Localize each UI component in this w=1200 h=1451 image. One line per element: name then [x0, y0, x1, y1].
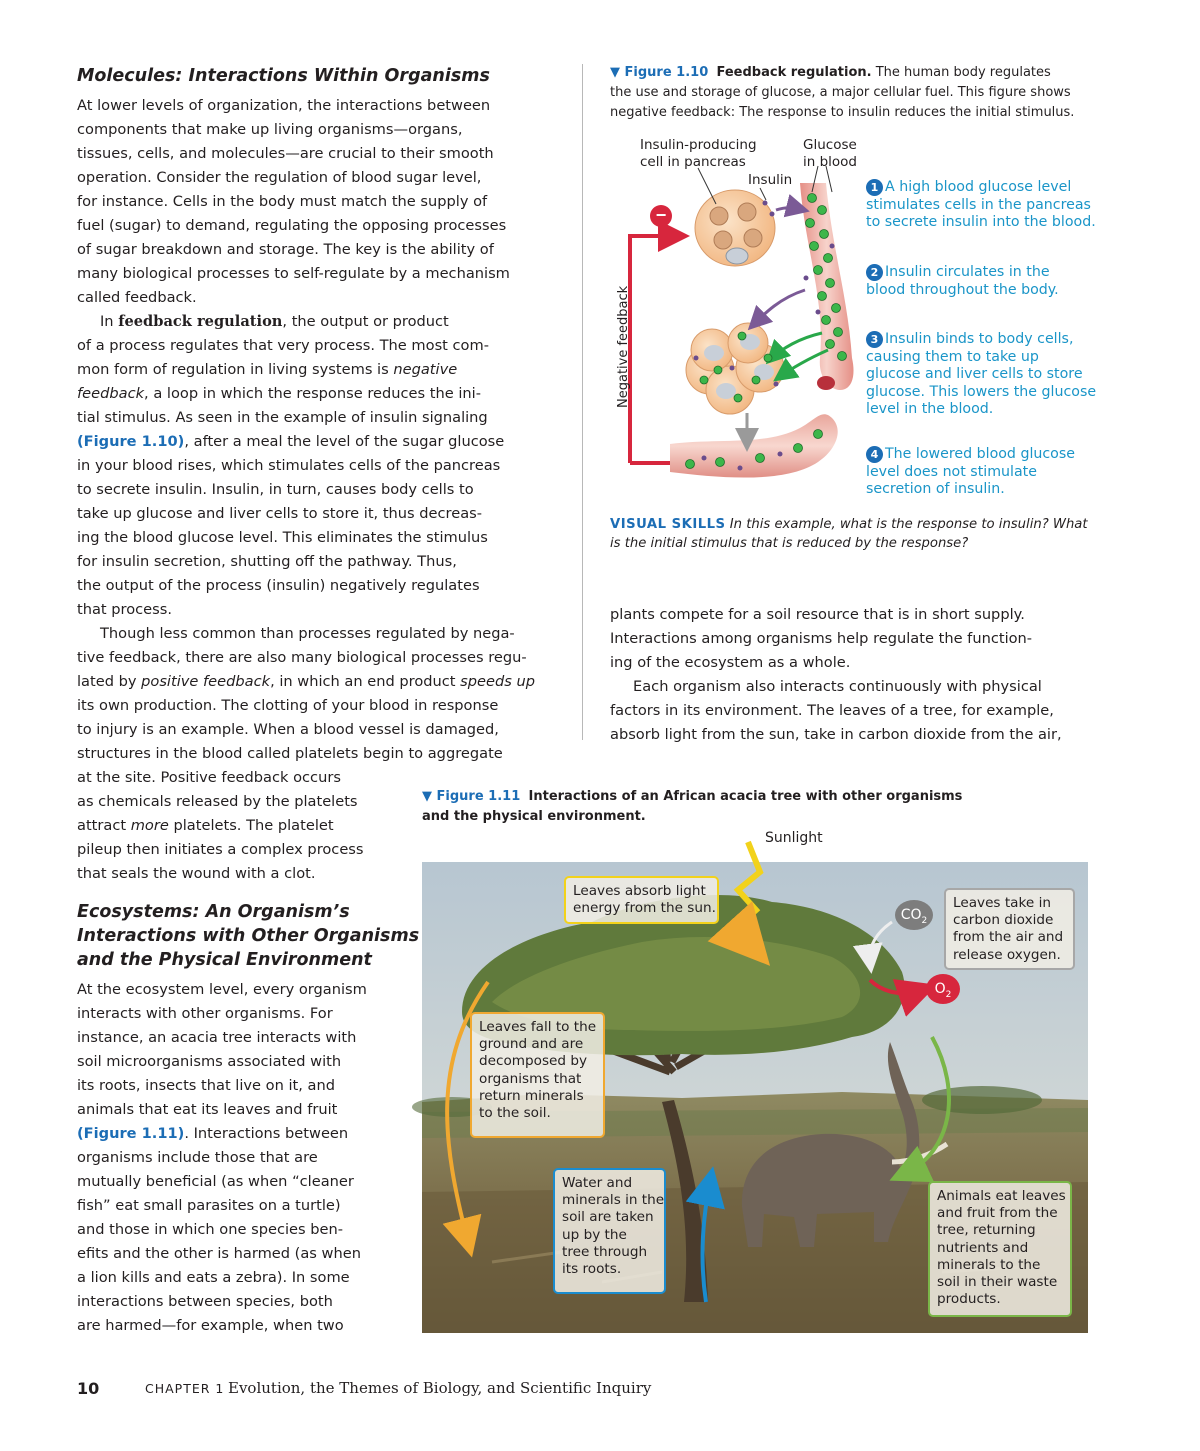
label-insulin: Insulin [748, 172, 793, 188]
text-line: are harmed—for example, when two [77, 1317, 344, 1334]
text-line: tial stimulus. As seen in the example of insulin signaling [77, 409, 488, 426]
text-line: operation. Consider the regulation of blood sugar level, [77, 169, 482, 186]
text-line: (Figure 1.10), after a meal the level of the sugar glucose [77, 433, 505, 450]
insulin-secretion-arrow [776, 208, 804, 210]
text-line: mutually beneficial (as when “cleaner [77, 1173, 354, 1190]
text-line: components that make up living organisms—organs, [77, 121, 463, 138]
text-line: a lion kills and eats a zebra). In some [77, 1269, 350, 1286]
acacia-photo [422, 830, 1088, 1333]
text-line: attract more platelets. The platelet [77, 817, 334, 834]
text-line: to injury is an example. When a blood vessel is damaged, [77, 721, 499, 738]
text-line: in your blood rises, which stimulates cells of the pancreas [77, 457, 501, 474]
visual-skills-question: VISUAL SKILLS In this example, what is the response to insulin? What is the initial stimulus that is reduced by the response? [610, 517, 1088, 551]
text-line: for instance. Cells in the body must match the supply of [77, 193, 488, 210]
text-line: of sugar breakdown and storage. The key is the ability of [77, 241, 494, 258]
text-line: ing of the ecosystem as a whole. [610, 654, 851, 671]
negative-feedback-label: Negative feedback [616, 285, 631, 408]
text-line: tissues, cells, and molecules—are crucial to their smooth [77, 145, 494, 162]
visual-skills-label: VISUAL SKILLS [610, 517, 726, 532]
callout-leaf-decomposition: Leaves fall to the ground and are decomposed by organisms that return minerals to the soil. [470, 1012, 605, 1138]
page-number: 10 [77, 1379, 100, 1398]
callout-gas-exchange: Leaves take in carbon dioxide from the air and release oxygen. [944, 888, 1075, 970]
text-line: ing the blood glucose level. This eliminates the stimulus [77, 529, 488, 546]
label-glucose-in-blood: Glucose in blood [803, 137, 858, 170]
text-line: many biological processes to self-regulate by a mechanism [77, 265, 510, 282]
column-divider [582, 64, 583, 740]
figure-label: ▼ Figure 1.10 [610, 65, 709, 80]
figure-reference-link[interactable]: (Figure 1.10) [77, 433, 185, 450]
callout-animals-nutrients: Animals eat leaves and fruit from the tree, returning nutrients and minerals to the soil in their waste products. [928, 1181, 1072, 1317]
callout-light-absorption: Leaves absorb light energy from the sun. [564, 876, 719, 924]
text-line: instance, an acacia tree interacts with [77, 1029, 357, 1046]
step-number: 3 [866, 331, 883, 348]
text-line: plants compete for a soil resource that is in short supply. [610, 606, 1025, 623]
step-number: 4 [866, 446, 883, 463]
text-line: tive feedback, there are also many biological processes regu- [77, 649, 527, 666]
o2-badge: $O_2$ [926, 974, 960, 1004]
text-line: soil microorganisms associated with [77, 1053, 342, 1070]
label-pointer [760, 188, 766, 200]
key-term: feedback regulation [118, 313, 283, 330]
text-line: the output of the process (insulin) negatively regulates [77, 577, 480, 594]
step-1-text: 1 A high blood glucose level stimulates cells in the pancreas to secrete insulin into the blood. [866, 179, 1096, 230]
section-heading-molecules: Molecules: Interactions Within Organisms [77, 66, 490, 86]
text-line: as chemicals released by the platelets [77, 793, 358, 810]
text-line: its roots, insects that live on it, and [77, 1077, 335, 1094]
text-line: and those in which one species ben- [77, 1221, 344, 1238]
text-line: At the ecosystem level, every organism [77, 981, 367, 998]
text-line: animals that eat its leaves and fruit [77, 1101, 338, 1118]
text-line: mon form of regulation in living systems is negative [77, 361, 458, 378]
step-number: 2 [866, 264, 883, 281]
left-column-text [77, 94, 557, 886]
text-line: Each organism also interacts continuously with physical [633, 678, 1042, 695]
step-3-text: 3 Insulin binds to body cells, causing them to take up glucose and liver cells to store glucose. This lowers the glucose level in the blood. [866, 331, 1097, 417]
text-line: lated by positive feedback, in which an end product speeds up [77, 673, 536, 690]
text-line: interactions between species, both [77, 1293, 333, 1310]
text-line: feedback, a loop in which the response reduces the ini- [77, 385, 481, 402]
figure-1-11-caption: ▼ Figure 1.11 Interactions of an African acacia tree with other organisms and the physical environment. [422, 789, 963, 824]
text-line: Interactions among organisms help regulate the function- [610, 630, 1033, 647]
chapter-title: Evolution, the Themes of Biology, and Scientific Inquiry [228, 1379, 652, 1397]
step-number: 1 [866, 179, 883, 196]
text-line: (Figure 1.11). Interactions between [77, 1125, 349, 1142]
text-line: called feedback. [77, 289, 197, 306]
text-line: structures in the blood called platelets begin to aggregate [77, 745, 503, 762]
blood-vessel-horizontal [670, 414, 838, 477]
negative-feedback-arrow [630, 236, 682, 463]
step-2-text: 2 Insulin circulates in the blood throughout the body. [866, 264, 1059, 298]
sunlight-label: Sunlight [765, 830, 823, 846]
left-column-text-ecosystems [77, 978, 407, 1338]
figure-reference-link[interactable]: (Figure 1.11) [77, 1125, 185, 1142]
figure-label: ▼ Figure 1.11 [422, 789, 521, 804]
text-line: In feedback regulation, the output or product [100, 313, 449, 330]
text-line: fish” eat small parasites on a turtle) [77, 1197, 341, 1214]
insulin-to-cells-arrow [752, 290, 805, 326]
section-heading-ecosystems: Ecosystems: An Organism’s Interactions with Other Organisms and the Physical Environment [77, 902, 420, 970]
text-line: take up glucose and liver cells to store it, thus decreas- [77, 505, 483, 522]
label-pancreas-cell: Insulin-producing cell in pancreas [640, 137, 757, 170]
text-line: interacts with other organisms. For [77, 1005, 333, 1022]
text-line: Though less common than processes regulated by nega- [100, 625, 515, 642]
text-line: factors in its environment. The leaves of a tree, for example, [610, 702, 1054, 719]
figure-1-10-caption: ▼ Figure 1.10 Feedback regulation. The human body regulates the use and storage of glucose, a major cellular fuel. This figure shows negative feedback: The response to insulin reduces the initial stimulus. [610, 65, 1075, 120]
text-line: fuel (sugar) to demand, regulating the opposing processes [77, 217, 507, 234]
right-column-text [610, 603, 1090, 747]
text-line: of a process regulates that very process. The most com- [77, 337, 489, 354]
pancreas-cell [695, 190, 775, 266]
co2-badge: $CO_2$ [895, 900, 933, 930]
text-line: absorb light from the sun, take in carbon dioxide from the air, [610, 726, 1062, 743]
text-line: that seals the wound with a clot. [77, 865, 316, 882]
text-line: At lower levels of organization, the interactions between [77, 97, 491, 114]
feedback-diagram [600, 128, 870, 508]
chapter-label: CHAPTER 1 [145, 1381, 225, 1396]
step-4-text: 4 The lowered blood glucose level does not stimulate secretion of insulin. [866, 446, 1075, 497]
text-line: at the site. Positive feedback occurs [77, 769, 341, 786]
vessel-lumen [817, 376, 835, 390]
text-line: to secrete insulin. Insulin, in turn, causes body cells to [77, 481, 474, 498]
text-line: its own production. The clotting of your blood in response [77, 697, 499, 714]
text-line: organisms include those that are [77, 1149, 318, 1166]
minus-sign: − [655, 205, 667, 225]
text-line: that process. [77, 601, 172, 618]
label-pointer [698, 168, 716, 204]
text-line: pileup then initiates a complex process [77, 841, 364, 858]
text-line: for insulin secretion, shutting off the pathway. Thus, [77, 553, 457, 570]
callout-water-minerals: Water and minerals in the soil are taken up by the tree through its roots. [553, 1168, 666, 1294]
text-line: efits and the other is harmed (as when [77, 1245, 361, 1262]
